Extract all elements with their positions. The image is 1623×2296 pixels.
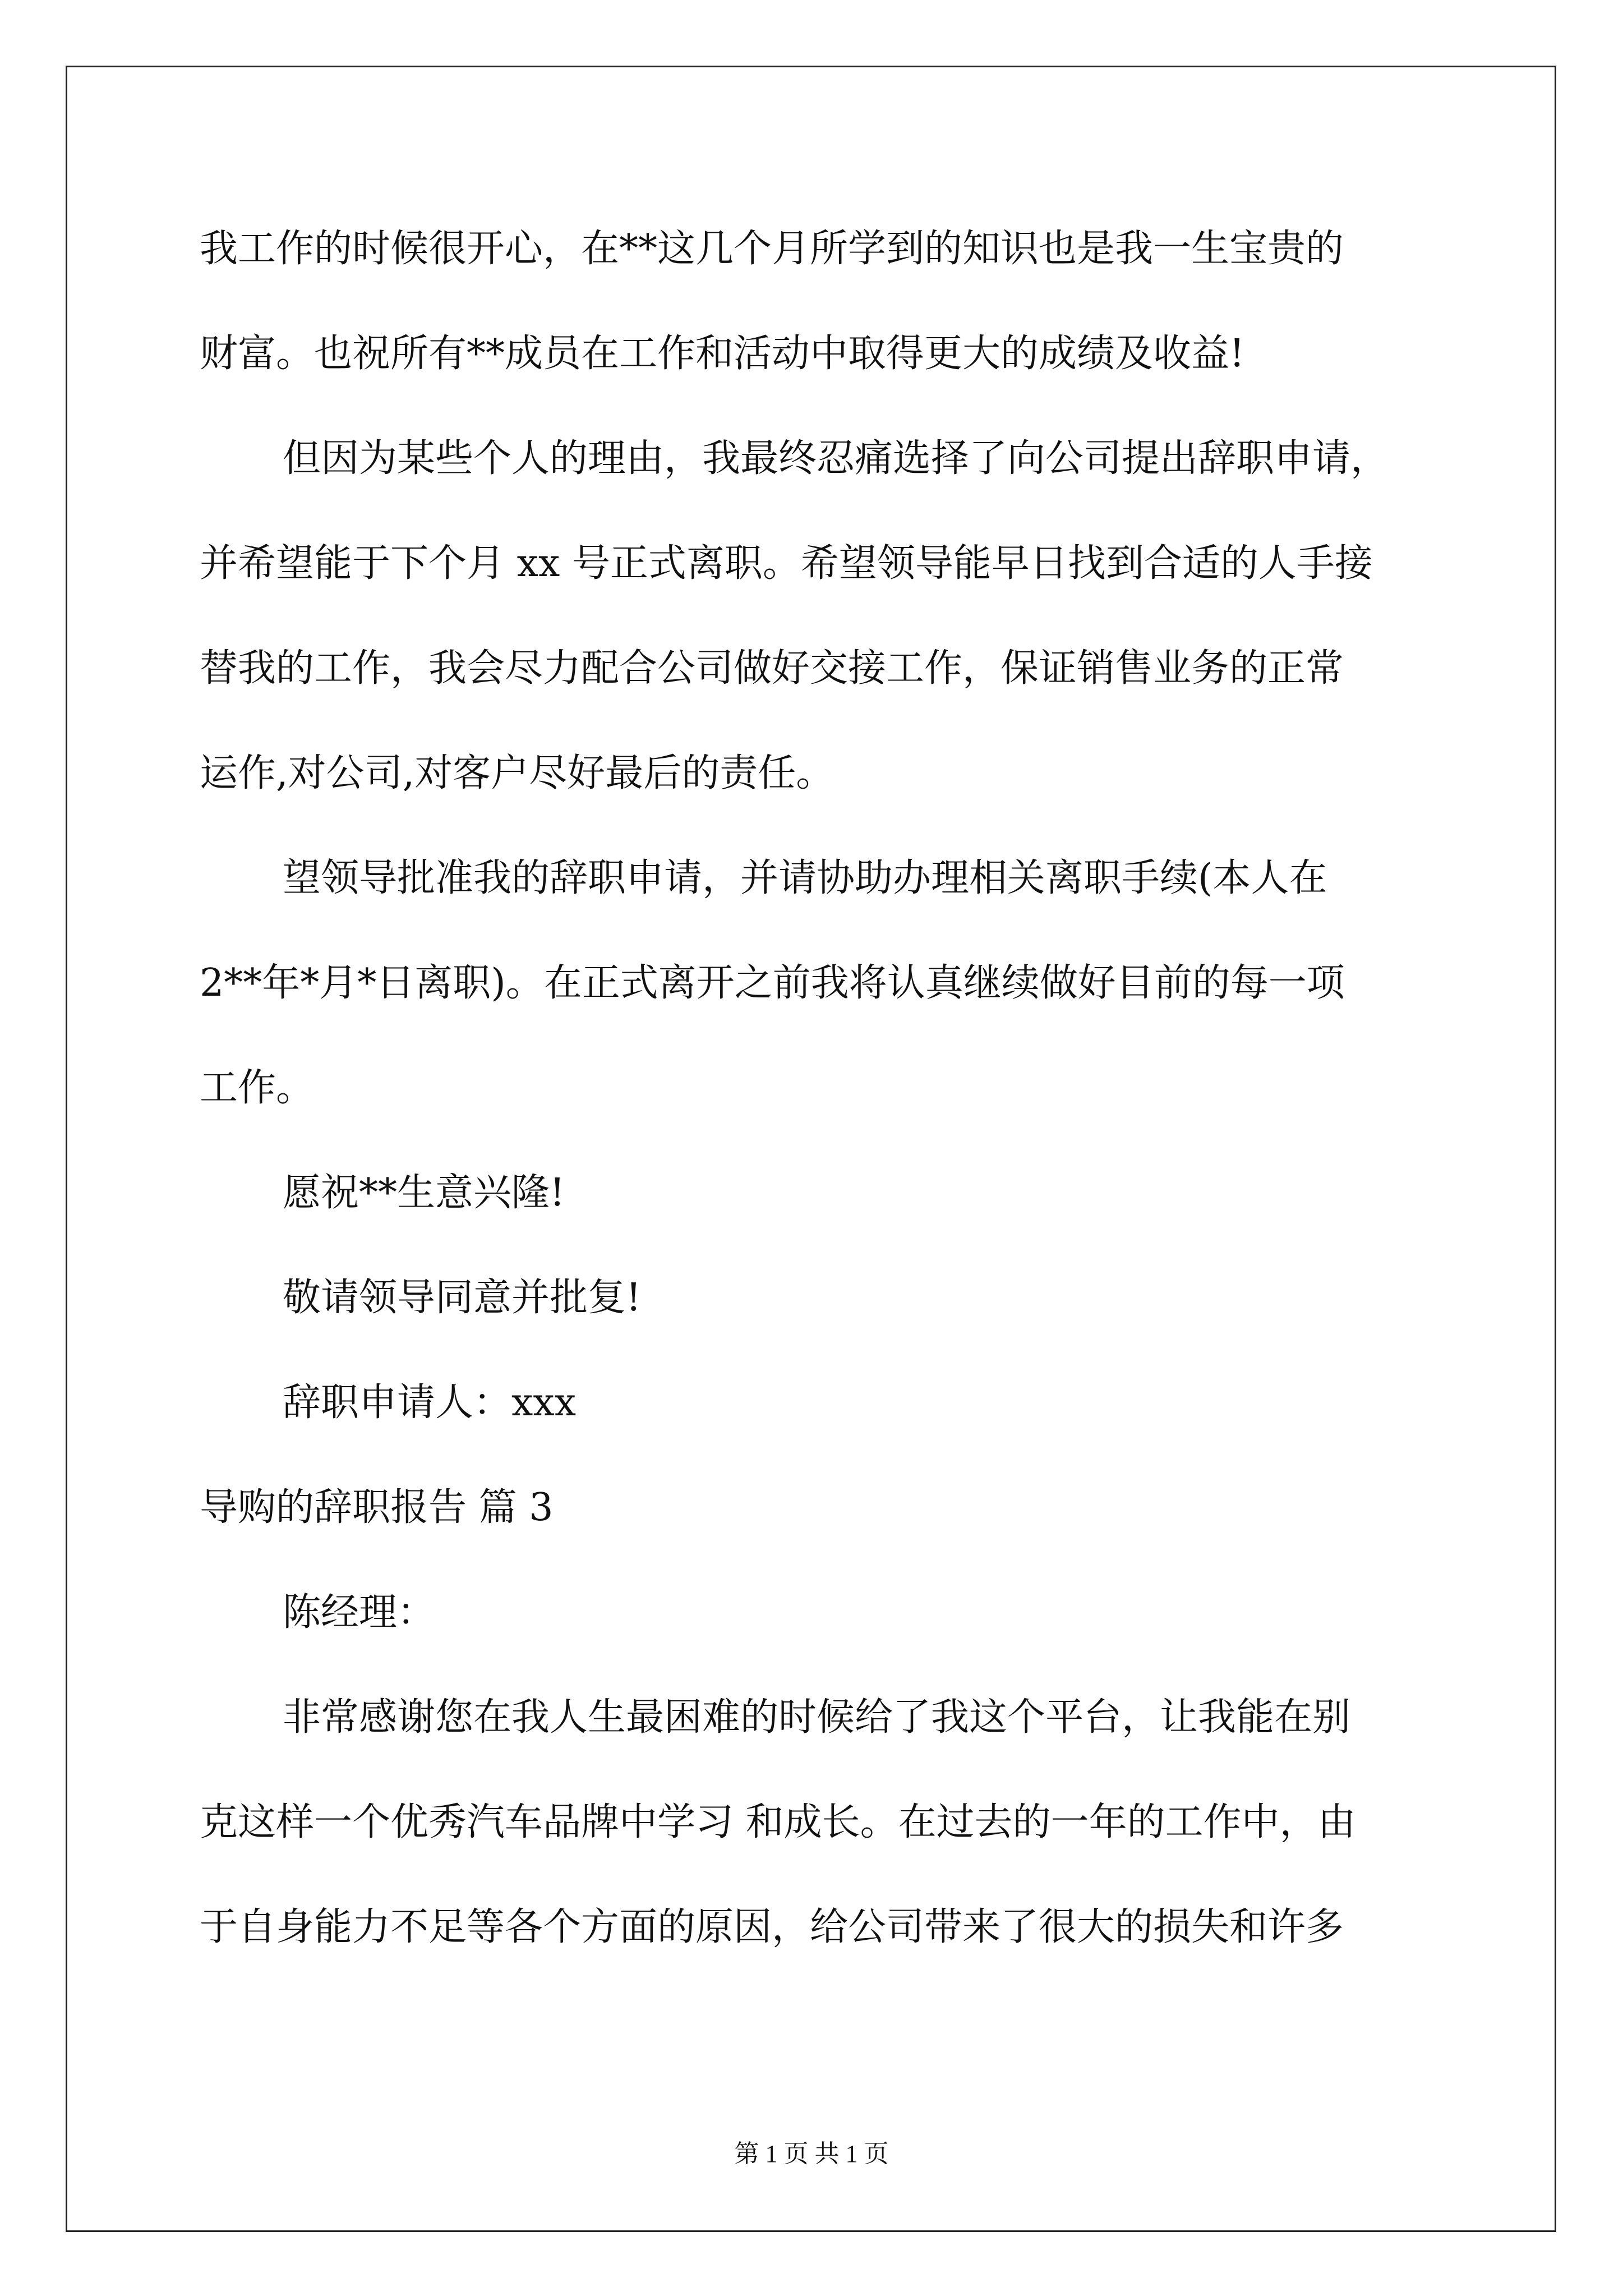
closing-request: 敬请领导同意并批复! [283,1276,642,1320]
body-line-4: 并希望能于下个月 xx 号正式离职。希望领导能早日找到合适的人手接 [200,541,1373,586]
body-line-15: 非常感谢您在我人生最困难的时候给了我这个平台，让我能在别 [283,1695,1351,1740]
body-line-2: 财富。也祝所有**成员在工作和活动中取得更大的成绩及收益! [200,332,1245,376]
signature-line: 辞职申请人：xxx [283,1381,577,1425]
body-line-3: 但因为某些个人的理由，我最终忍痛选择了向公司提出辞职申请， [283,436,1389,481]
salutation: 陈经理： [283,1590,436,1635]
body-line-6: 运作,对公司,对客户尽好最后的责任。 [200,751,834,795]
body-line-16: 克这样一个优秀汽车品牌中学习 和成长。在过去的一年的工作中，由 [200,1800,1356,1844]
body-line-1: 我工作的时候很开心，在**这几个月所学到的知识也是我一生宝贵的 [200,227,1344,271]
body-line-17: 于自身能力不足等各个方面的原因，给公司带来了很大的损失和许多 [200,1905,1344,1949]
closing-wish: 愿祝**生意兴隆! [283,1171,565,1215]
section-heading: 导购的辞职报告 篇 3 [200,1485,554,1530]
body-line-5: 替我的工作，我会尽力配合公司做好交接工作，保证销售业务的正常 [200,646,1344,691]
page-number: 第 1 页 共 1 页 [734,2140,889,2168]
body-line-8: 2**年*月*日离职)。在正式离开之前我将认真继续做好目前的每一项 [200,961,1345,1005]
body-line-9: 工作。 [200,1066,315,1110]
body-line-7: 望领导批准我的辞职申请，并请协助办理相关离职手续(本人在 [283,856,1327,900]
